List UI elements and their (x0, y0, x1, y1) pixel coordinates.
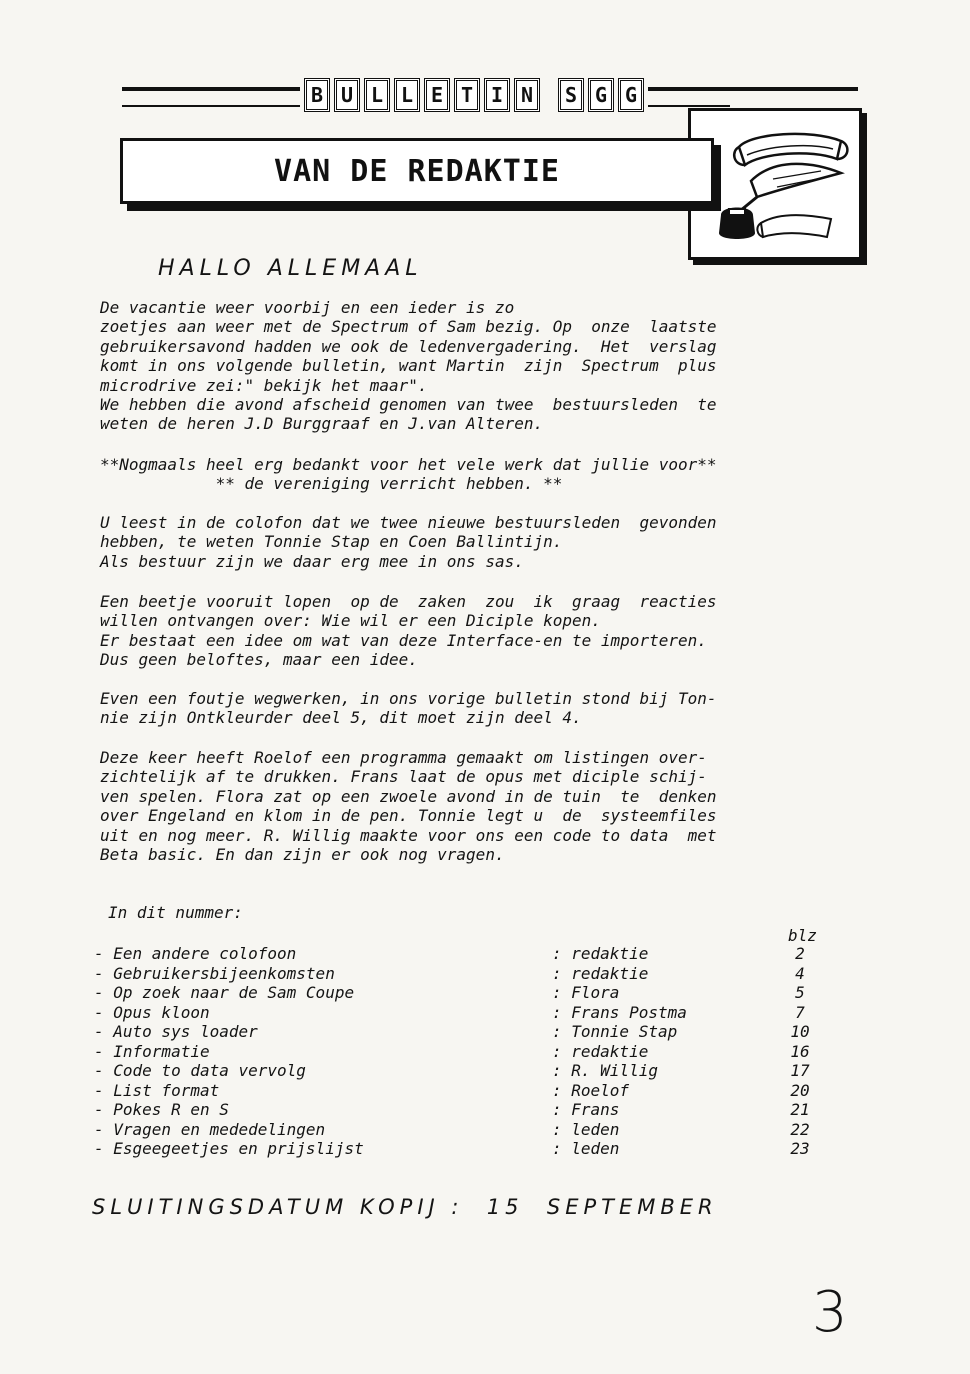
toc-author: : leden (552, 1119, 620, 1139)
toc-page: 7 (795, 1002, 805, 1022)
toc-row (94, 1100, 834, 1120)
copy-deadline: SLUITINGSDATUM KOPIJ : 15 SEPTEMBER (92, 1195, 718, 1219)
toc-author: : Roelof (552, 1080, 630, 1100)
banner-letter: L (364, 78, 390, 112)
banner-letter: N (514, 78, 540, 112)
toc-author: : redaktie (552, 963, 649, 983)
bulletin-sgg-banner (300, 78, 648, 116)
toc-title: - List format (94, 1080, 220, 1100)
toc-row (94, 1003, 834, 1023)
banner-letter: S (558, 78, 584, 112)
toc-author: : redaktie (552, 1041, 649, 1061)
toc-author: : Frans (552, 1100, 620, 1119)
banner-letter: T (454, 78, 480, 112)
paragraph-correction: Even een foutje wegwerken, in ons vorige bulletin stond bij Ton- nie zijn Ontkleurder deel 5, dit moet zijn deel 4. (100, 689, 717, 728)
banner-letter: I (484, 78, 510, 112)
page-number: 3 (812, 1280, 848, 1345)
banner-spacer (544, 78, 554, 112)
paragraph-thanks: **Nogmaals heel erg bedankt voor het vele werk dat jullie voor** ** de vereniging verricht hebben. ** (100, 455, 717, 494)
paragraph-diciple: Een beetje vooruit lopen op de zaken zou ik graag reacties willen ontvangen over: Wie wil er een Diciple kopen. Er bestaat een idee om wat van deze Interface-en te importeren. Dus geen beloftes, maar een idee. (100, 592, 717, 670)
toc-title: - Opus kloon (94, 1002, 210, 1022)
toc-page: 2 (795, 944, 805, 963)
toc-title: - Esgeegeetjes en prijslijst (94, 1139, 364, 1158)
toc-page: 4 (795, 963, 805, 983)
toc-page: 16 (790, 1041, 810, 1061)
paragraph-this-issue: Deze keer heeft Roelof een programma gemaakt om listingen over- zichtelijk af te drukken. Frans laat de opus met diciple schij- ven spelen. Flora zat op een zwoele avond in de tuin te denken over Engeland en klom in de pen. Tonnie legt u de systeemfiles uit en nog meer. R. Willig maakte voor ons een code to data met Beta basic. En dan zijn er ook nog vragen. (100, 748, 717, 865)
toc-page: 17 (790, 1061, 810, 1080)
toc-title: - Op zoek naar de Sam Coupe (94, 983, 355, 1002)
contents-heading: In dit nummer: (108, 903, 243, 922)
toc-page: 22 (790, 1119, 810, 1139)
toc-page: 21 (790, 1100, 810, 1119)
scroll-icon (691, 111, 853, 251)
greeting-heading: HALLO ALLEMAAL (158, 256, 423, 281)
paragraph-intro: De vacantie weer voorbij en een ieder is zo zoetjes aan weer met de Spectrum of Sam bezig. Op onze laatste gebruikersavond hadden we ook de ledenvergadering. Het verslag komt in ons volgende bulletin, want Martin zijn Spectrum plus microdrive zei:" bekijk het maar". We hebben die avond afscheid genomen van twee bestuursleden te weten de heren J.D Burggraaf en J.van Alteren. (100, 298, 717, 434)
toc-author: : Flora (552, 983, 620, 1002)
scroll-quill-illustration (688, 108, 862, 260)
toc-author: : Tonnie Stap (552, 1022, 678, 1041)
paragraph-new-board: U leest in de colofon dat we twee nieuwe bestuursleden gevonden hebben, te weten Tonnie Stap en Coen Ballintijn. Als bestuur zijn we daar erg mee in ons sas. (100, 513, 717, 571)
banner-letter: L (394, 78, 420, 112)
toc-row (94, 983, 834, 1003)
banner-letter: B (304, 78, 330, 112)
toc-title: - Een andere colofoon (94, 944, 297, 963)
toc-author: : R. Willig (552, 1061, 658, 1080)
banner-letter: G (618, 78, 644, 112)
banner-letter: G (588, 78, 614, 112)
toc-row (94, 1022, 834, 1042)
table-of-contents (94, 944, 834, 1159)
toc-title: - Vragen en mededelingen (94, 1119, 326, 1139)
toc-title: - Auto sys loader (94, 1022, 258, 1041)
toc-page: 5 (795, 983, 805, 1002)
toc-row (94, 1081, 834, 1101)
toc-page: 23 (790, 1139, 810, 1158)
toc-row (94, 1139, 834, 1159)
toc-row (94, 1120, 834, 1140)
toc-row (94, 964, 834, 984)
banner-letter: E (424, 78, 450, 112)
toc-author: : Frans Postma (552, 1002, 687, 1022)
toc-author: : leden (552, 1139, 620, 1158)
toc-page: 10 (790, 1022, 810, 1041)
toc-title: - Code to data vervolg (94, 1061, 306, 1080)
contents-page-column-label: blz (788, 926, 817, 945)
page-title: VAN DE REDAKTIE (274, 153, 560, 189)
toc-page: 20 (790, 1080, 810, 1100)
toc-row (94, 944, 834, 964)
toc-title: - Informatie (94, 1041, 210, 1061)
title-box (120, 138, 714, 204)
toc-title: - Gebruikersbijeenkomsten (94, 963, 335, 983)
toc-title: - Pokes R en S (94, 1100, 229, 1119)
toc-author: : redaktie (552, 944, 649, 963)
toc-row (94, 1042, 834, 1062)
toc-row (94, 1061, 834, 1081)
banner-letter: U (334, 78, 360, 112)
